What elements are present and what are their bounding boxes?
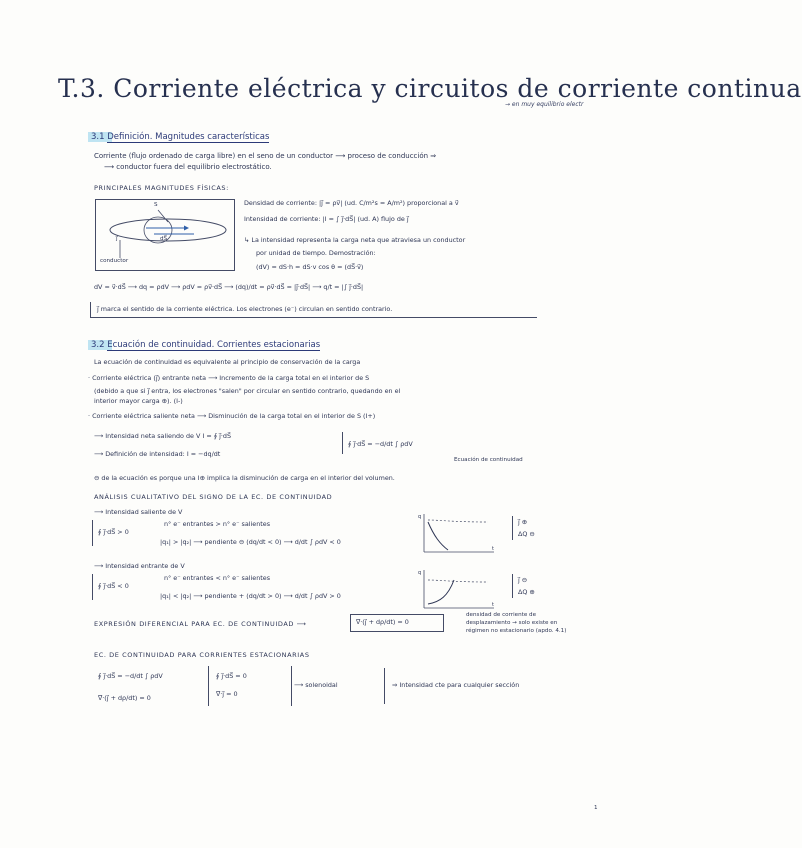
continuidad-line-7: ⟶ Definición de intensidad: I = −dq/dt [94,450,221,458]
expresion-note-1: densidad de corriente de [466,612,537,618]
expresion-note-2: desplazamiento → solo existe en [466,620,558,626]
expresion-equation: ∇⃗·(j⃗ + dρ/dt) = 0 [356,618,409,626]
area-element-label: dS⃗ [160,236,168,242]
section-3-2-heading [88,340,323,350]
principales-heading: PRINCIPALES MAGNITUDES FÍSICAS: [94,184,229,192]
ecuacion-continuidad: ∮ j⃗·dS⃗ = −d/dt ∫ ρdV [348,440,413,448]
current-density-label: j⃗ [116,236,118,242]
continuidad-line-5: · Corriente eléctrica saliente neta ⟶ Disminución de la carga total en el interior de S (I+) [88,412,376,420]
solenoidal-label: ⟶ solenoidal [294,681,338,689]
expresion-note-3: régimen no estacionario (apdo. 4.1) [466,628,567,634]
intensidad-definition: Intensidad de corriente: |I = ∫ j⃗·dS⃗| (ud. A) flujo de j⃗ [244,215,409,223]
intensidad-cte: ⇒ Intensidad cte para cualquier sección [392,681,520,689]
saliente-electrons: n° e⁻ entrantes > n° e⁻ salientes [164,520,271,528]
entrante-heading: ⟶ Intensidad entrante de V [94,562,185,570]
graph-decreasing [418,510,498,556]
graph-increasing [418,566,498,612]
page-title: T.3. Corriente eléctrica y circuitos de corriente continua [58,74,802,103]
continuidad-line-4: interior mayor carga ⊕). (I-) [94,397,183,405]
continuidad-line-3: (debido a que si j⃗ entra, los electrones "salen" por circular en sentido contrario, quedando en el [94,387,401,395]
graph-q-label: q [418,570,422,576]
graph-t-label: t [492,602,494,608]
entrante-bracket [92,574,93,600]
conductor-diagram [95,199,235,271]
conductor-label: conductor [100,258,129,264]
side-2-q: ΔQ ⊕ [518,588,535,596]
analisis-heading: ANÁLISIS CUALITATIVO DEL SIGNO DE LA EC. DE CONTINUIDAD [94,493,333,501]
side-bracket-2 [512,574,513,598]
section-number: 3.2 [91,340,105,350]
side-1-q: ΔQ ⊖ [518,530,535,538]
entrante-electrons: n° e⁻ entrantes < n° e⁻ salientes [164,574,271,582]
marca-line: j⃗ marca el sentido de la corriente eléctrica. Los electrones (e⁻) circulan en sentido contrario. [97,305,393,313]
graph-q-label: q [418,514,422,520]
continuidad-line-2: · Corriente eléctrica (j⃗) entrante neta ⟶ Incremento de la carga total en el interior de S [88,374,370,382]
nota-line-2: por unidad de tiempo. Demostración: [256,249,376,257]
result-bracket [384,668,385,704]
graph-t-label: t [492,546,494,552]
intro-line-2: ⟶ conductor fuera del equilibrio electrostático. [104,163,272,171]
saliente-bracket [92,520,93,546]
estacionaria-integral: ∮ j⃗·dS⃗ = −d/dt ∫ ρdV [98,672,163,680]
side-2-j: j⃗ ⊖ [518,576,528,584]
estacionarias-heading: EC. DE CONTINUIDAD PARA CORRIENTES ESTACIONARIAS [94,651,310,659]
saliente-heading: ⟶ Intensidad saliente de V [94,508,183,516]
derivation-line: dV = v⃗·dS⃗ ⟶ dq = ρdV ⟶ ρdV = ρv⃗·dS⃗ ⟶ (dq)/dt = ρv⃗·dS⃗ = |j⃗·dS⃗| ⟶ q/t = |∫ j⃗·dS⃗| [94,283,364,291]
demostracion: (dV) = dS·h = dS·v cos θ = (dS⃗·v⃗) [256,263,364,271]
section-number: 3.1 [91,132,105,142]
expresion-heading: EXPRESIÓN DIFERENCIAL PARA EC. DE CONTINUIDAD ⟶ [94,620,307,628]
signo-line: ⊖ de la ecuación es porque una I⊕ implica la disminución de carga en el interior del volumen. [94,474,395,482]
side-1-j: j⃗ ⊕ [518,518,528,526]
estacionaria-div-cero: ∇⃗·j⃗ = 0 [216,690,238,698]
saliente-integral: ∮ j⃗·dS⃗ > 0 [98,528,129,536]
continuidad-line-1: La ecuación de continuidad es equivalente al principio de conservación de la carga [94,358,361,366]
page-number: 1 [594,805,598,811]
entrante-pendiente: |q₁| < |q₂| ⟶ pendiente + (dq/dt > 0) ⟶ d/dt ∫ ρdV > 0 [160,592,341,600]
ecuacion-continuidad-label: Ecuación de continuidad [454,457,523,463]
densidad-definition: Densidad de corriente: |j⃗ = ρv⃗| (ud. C/m²s = A/m²) proporcional a v⃗ [244,199,459,207]
continuidad-line-6: ⟶ Intensidad neta saliendo de V I = ∮ j⃗·dS⃗ [94,432,231,440]
entrante-integral: ∮ j⃗·dS⃗ < 0 [98,582,129,590]
intro-line-1: Corriente (flujo ordenado de carga libre) en el seno de un conductor ⟶ proceso de conducción ⇒ [94,152,437,160]
side-bracket-1 [512,516,513,540]
title-note: → en muy equilibrio electr [505,101,584,108]
nota-line-1: ↳ La intensidad representa la carga neta que atraviesa un conductor [244,236,466,244]
section-title: Definición. Magnitudes características [107,132,270,142]
estacionaria-diferencial: ∇⃗·(j⃗ + dρ/dt) = 0 [98,694,151,702]
section-title: Ecuación de continuidad. Corrientes estacionarias [107,340,321,350]
saliente-pendiente: |q₁| > |q₂| ⟶ pendiente ⊖ (dq/dt < 0) ⟶ d/dt ∫ ρdV < 0 [160,538,341,546]
section-3-1-heading [88,132,272,142]
estacionaria-integral-cero: ∮ j⃗·dS⃗ = 0 [216,672,247,680]
surface-label: S [154,202,158,208]
